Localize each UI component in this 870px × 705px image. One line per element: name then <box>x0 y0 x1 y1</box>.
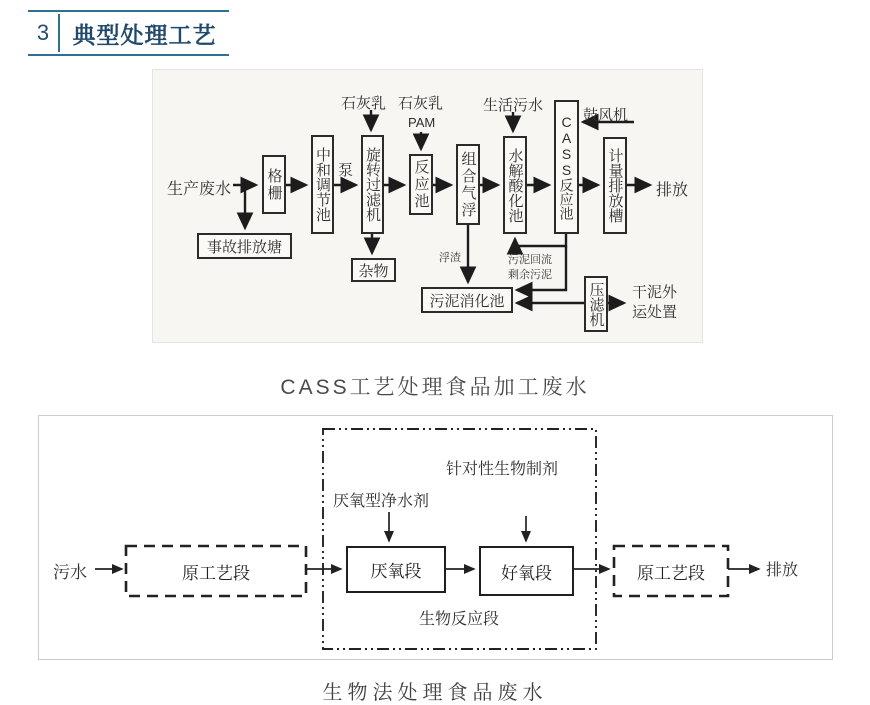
surplus-sludge-label: 剩余污泥 <box>508 269 552 281</box>
reaction-tank-box: 反应池 <box>409 154 433 215</box>
pam-label: PAM <box>408 115 436 130</box>
cass-tank-box: CASS反应池 <box>554 100 579 234</box>
sludge-digestion-box: 污泥消化池 <box>421 287 513 313</box>
bio-process-diagram <box>38 415 833 660</box>
neutralization-tank-box: 中和调节池 <box>311 135 334 234</box>
influent-label: 生产废水 <box>167 181 232 198</box>
hydrolysis-tank-box: 水解酸化池 <box>503 136 527 234</box>
section-title: 典型处理工艺 <box>72 21 217 48</box>
section-header <box>28 10 229 56</box>
filter-press-box: 压滤机 <box>584 276 608 332</box>
anaerobic-agent-label: 厌氧型净水剂 <box>333 493 430 510</box>
blower-label: 鼓风机 <box>583 107 629 124</box>
lime-milk-1-label: 石灰乳 <box>341 95 387 112</box>
air-flotation-box: 组合气浮 <box>456 144 480 225</box>
diagram1-caption: CASS工艺处理食品加工废水 <box>280 376 590 399</box>
dry-mud-label-line2: 运处置 <box>632 304 678 321</box>
original-process-2-label: 原工艺段 <box>637 563 705 583</box>
lime-milk-2-label: 石灰乳 <box>398 95 444 112</box>
discharge-label: 排放 <box>656 182 689 199</box>
targeted-agent-label: 针对性生物制剂 <box>446 461 559 478</box>
metering-tank-box: 计量排放槽 <box>603 137 627 234</box>
section-number: 3 <box>36 20 50 45</box>
pump-label: 泵 <box>338 162 354 179</box>
dry-mud-label-line1: 干泥外 <box>632 284 678 301</box>
sewage-label: 污水 <box>53 563 87 582</box>
cass-process-diagram <box>152 69 703 343</box>
scum-label: 浮渣 <box>439 252 461 264</box>
anaerobic-stage-box: 厌氧段 <box>346 546 446 593</box>
accident-pond-box: 事故排放塘 <box>197 233 292 259</box>
sludge-return-label: 污泥回流 <box>508 254 552 266</box>
debris-box: 杂物 <box>351 258 396 282</box>
bio-reaction-section-label: 生物反应段 <box>419 611 500 628</box>
diagram2-caption: 生物法处理食品废水 <box>322 682 548 704</box>
aerobic-stage-box: 好氧段 <box>479 546 574 596</box>
rotary-filter-box: 旋转过滤机 <box>361 135 384 234</box>
discharge-label-2: 排放 <box>766 562 799 579</box>
domestic-sewage-label: 生活污水 <box>483 97 544 114</box>
original-process-1-label: 原工艺段 <box>182 563 250 583</box>
screen-box: 格栅 <box>262 155 286 214</box>
